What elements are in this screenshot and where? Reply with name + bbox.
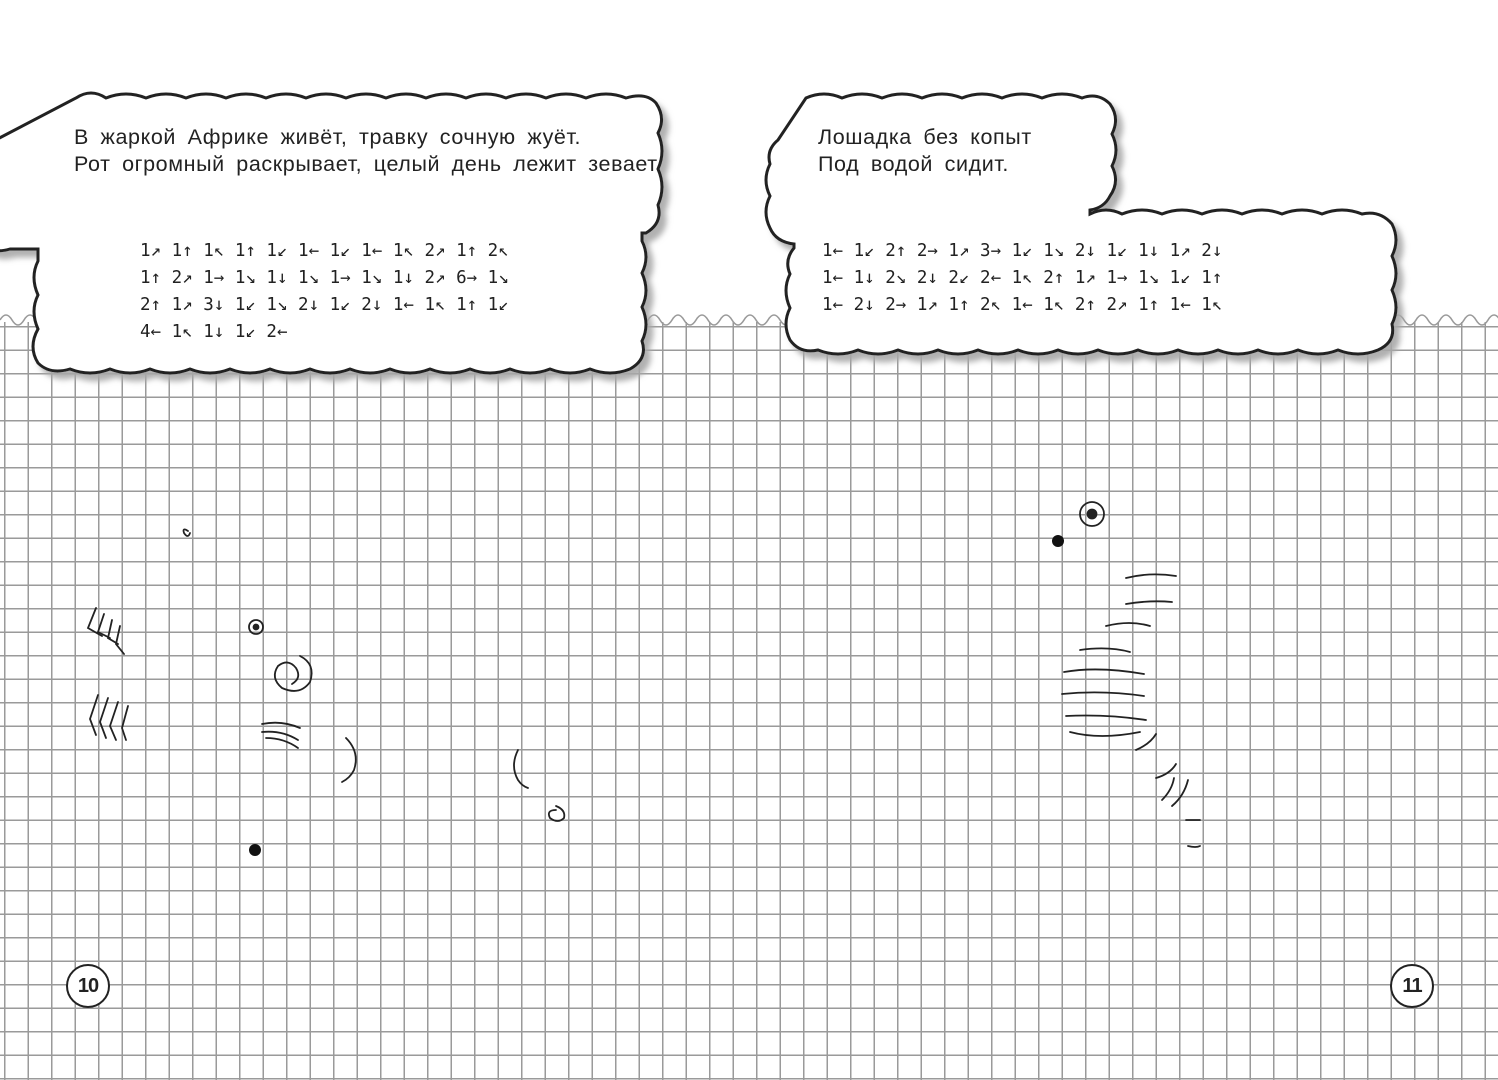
body-stroke-icon — [1062, 692, 1144, 696]
cheek-arc-icon — [342, 738, 356, 782]
body-stroke-icon — [1106, 623, 1150, 626]
body-stroke-icon — [1080, 648, 1130, 652]
foot-stroke-icon — [100, 698, 108, 738]
code-line: 2↑ 1↗ 3↓ 1↙ 1↘ 2↓ 1↙ 2↓ 1← 1↖ 1↑ 1↙ — [140, 295, 509, 315]
riddle-line: Под водой сидит. — [818, 152, 1009, 176]
body-stroke-icon — [1066, 716, 1146, 721]
mouth-stroke-icon — [262, 723, 300, 728]
riddle-line: Рот огромный раскрывает, целый день лежит зевает. — [74, 152, 662, 176]
page-number-left: 10 — [66, 964, 110, 1008]
start-dot-icon — [249, 844, 261, 856]
code-line: 1← 2↓ 2→ 1↗ 1↑ 2↖ 1← 1↖ 2↑ 2↗ 1↑ 1← 1↖ — [822, 295, 1223, 315]
code-line: 1↗ 1↑ 1↖ 1↑ 1↙ 1← 1↙ 1← 1↖ 2↗ 1↑ 2↖ — [140, 241, 509, 261]
start-dot-icon — [1052, 535, 1064, 547]
tail-stroke-icon — [1156, 764, 1176, 778]
body-stroke-icon — [1064, 669, 1144, 674]
foot-stroke-icon — [90, 695, 98, 735]
mouth-stroke-icon — [266, 738, 298, 748]
foot-stroke-icon — [122, 706, 128, 740]
tail-stroke-icon — [1188, 846, 1200, 847]
code-line: 1↑ 2↗ 1→ 1↘ 1↓ 1↘ 1→ 1↘ 1↓ 2↗ 6→ 1↘ — [140, 268, 509, 288]
tail-swirl-icon — [549, 806, 564, 821]
riddle-line: Лошадка без копыт — [818, 125, 1032, 149]
page-number-right: 11 — [1390, 964, 1434, 1008]
tail-stroke-icon — [1136, 734, 1156, 750]
body-stroke-icon — [1070, 732, 1140, 736]
code-line: 1← 1↓ 2↘ 2↓ 2↙ 2← 1↖ 2↑ 1↗ 1→ 1↘ 1↙ 1↑ — [822, 268, 1223, 288]
body-stroke-icon — [1126, 574, 1176, 578]
foot-stroke-icon — [88, 608, 102, 636]
back-arc-icon — [514, 750, 528, 788]
foot-stroke-icon — [110, 702, 118, 740]
code-line: 4← 1↖ 1↓ 1↙ 2← — [140, 322, 288, 342]
code-line: 1← 1↙ 2↑ 2→ 1↗ 3→ 1↙ 1↘ 2↓ 1↙ 1↓ 1↗ 2↓ — [822, 241, 1223, 261]
riddle-line: В жаркой Африке живёт, травку сочную жуёт. — [74, 125, 582, 149]
foot-stroke-icon — [116, 626, 124, 654]
tail-stroke-icon — [1172, 780, 1188, 806]
nostril-swirl-icon — [275, 656, 312, 691]
body-stroke-icon — [1126, 601, 1172, 604]
ear-swirl-icon — [184, 529, 191, 536]
tail-stroke-icon — [1162, 778, 1174, 800]
